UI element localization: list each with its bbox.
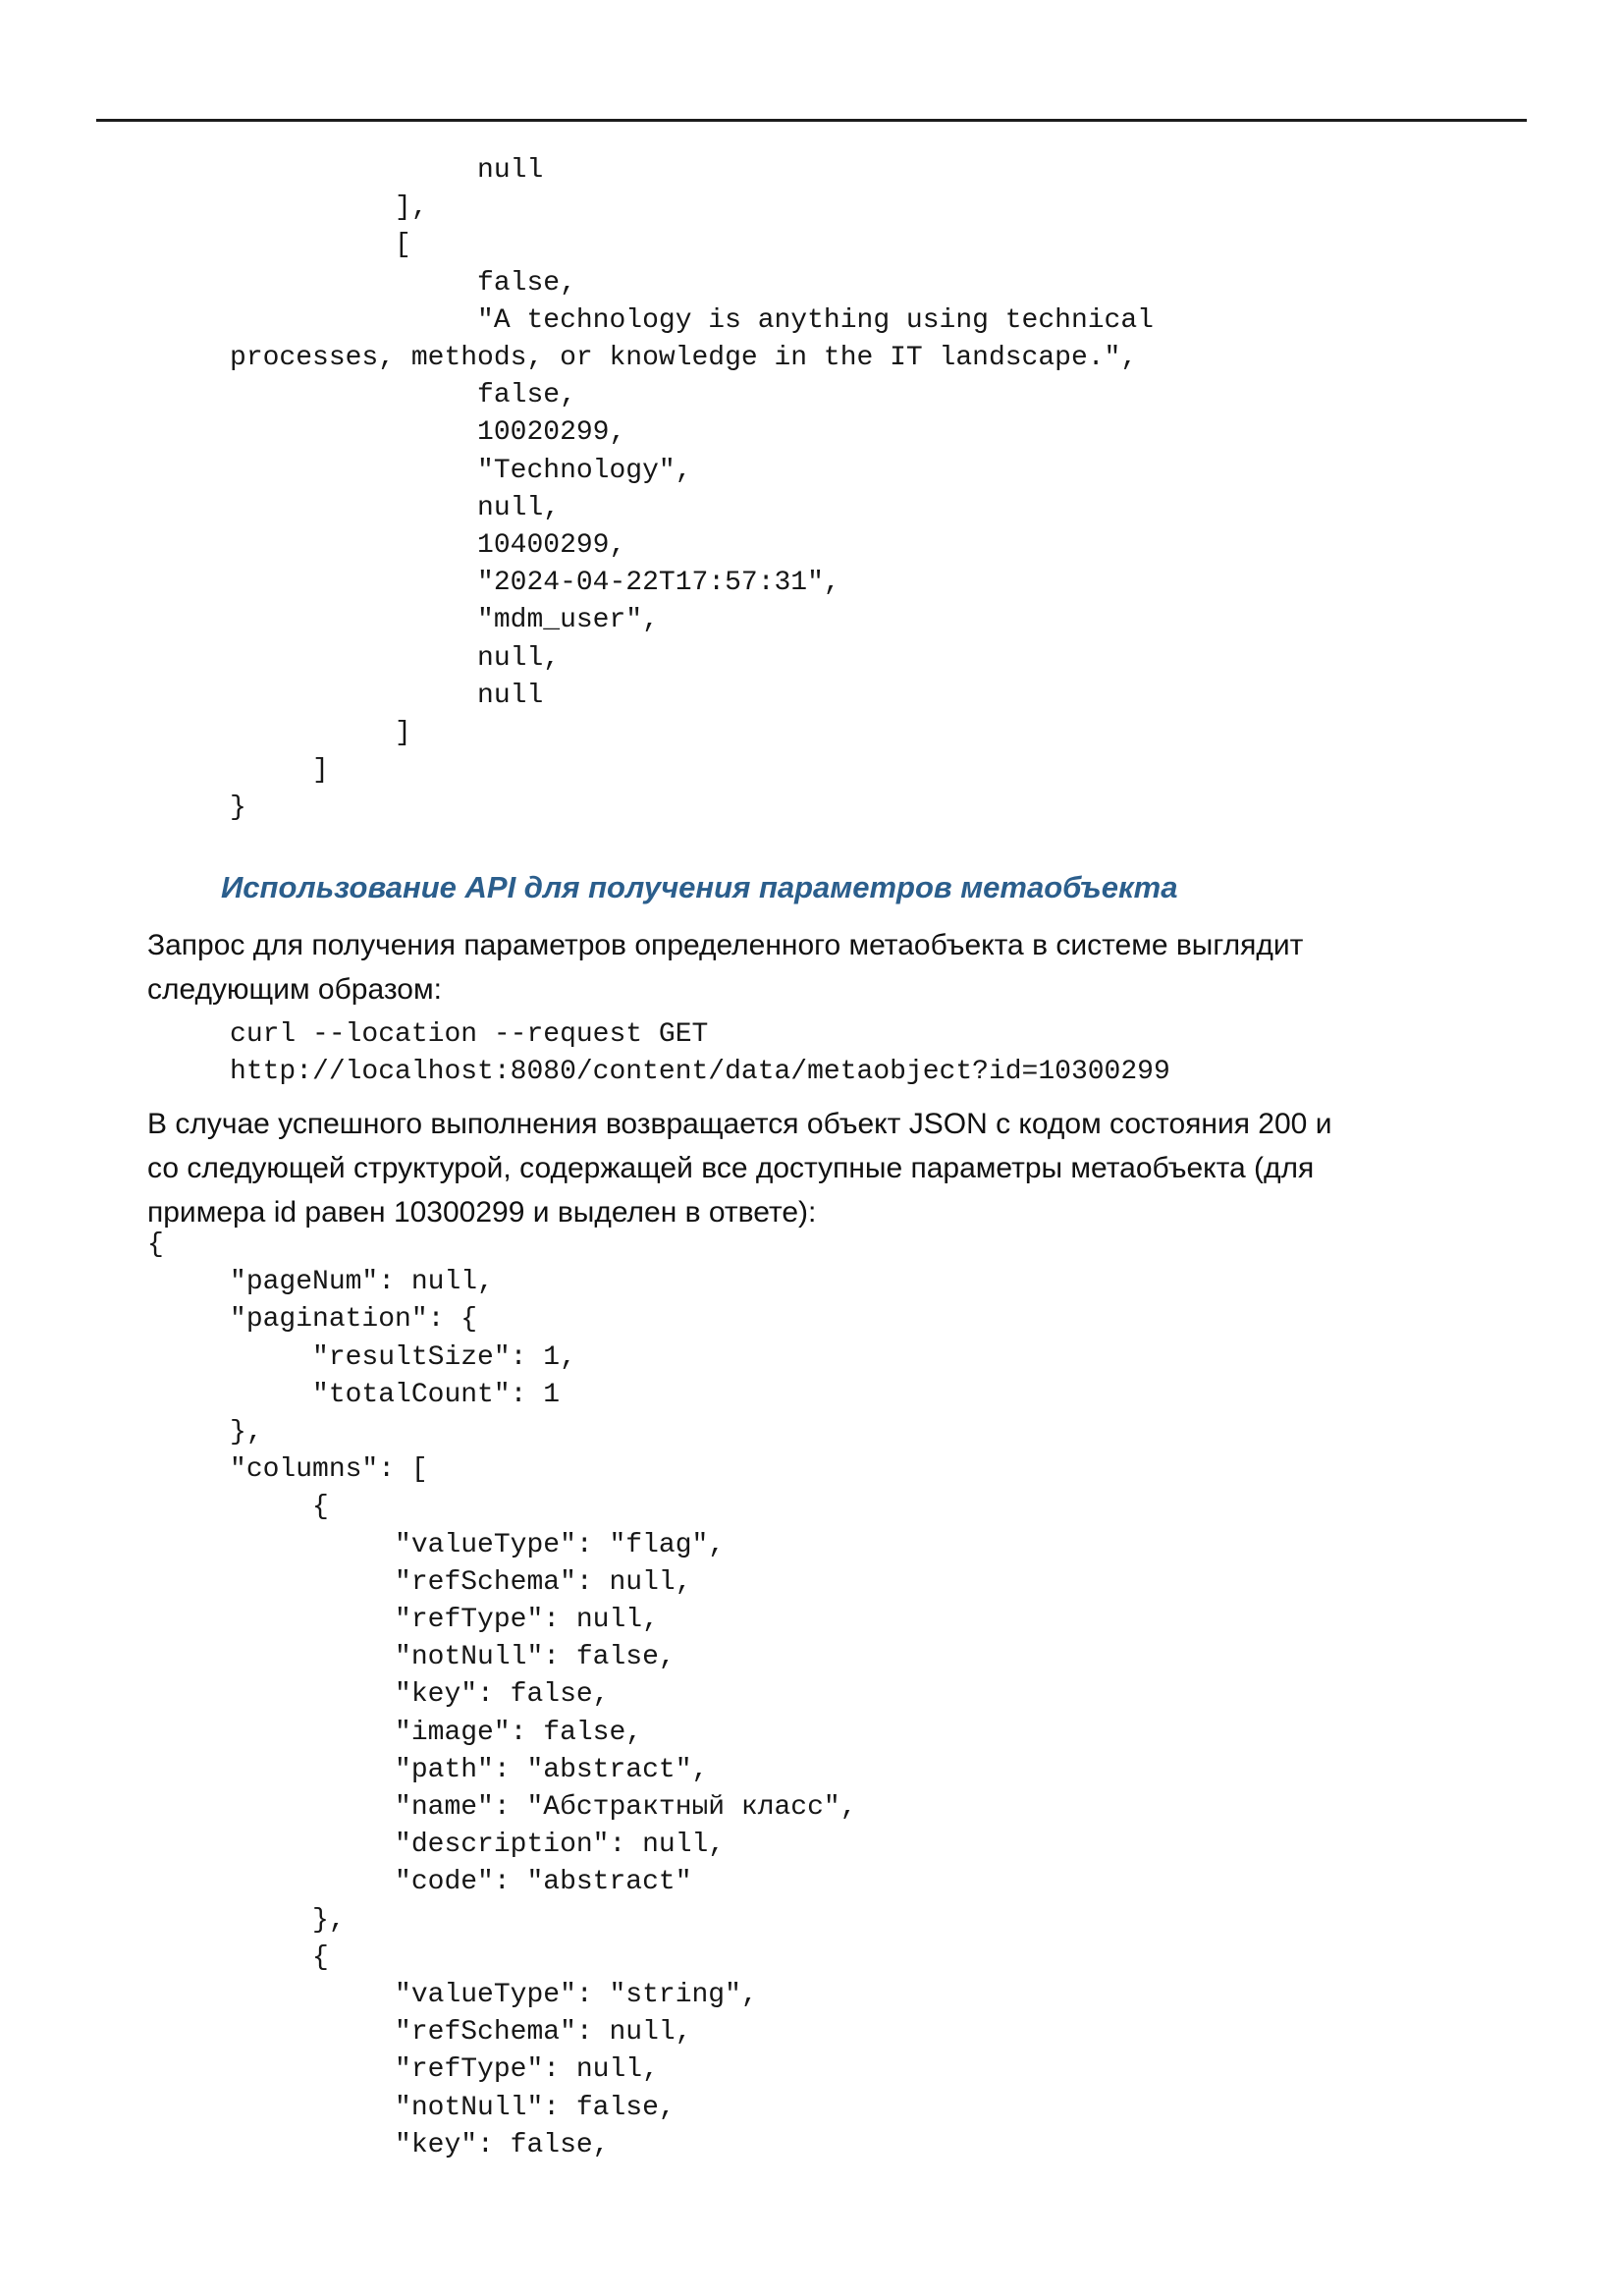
code-line: "totalCount": 1 bbox=[147, 1379, 561, 1410]
code-line: "refSchema": null, bbox=[147, 1566, 692, 1598]
code-line: "code": "abstract" bbox=[147, 1867, 692, 1898]
code-line: null, bbox=[147, 492, 561, 523]
code-line: "key": false, bbox=[147, 2129, 610, 2160]
code-line: null bbox=[147, 155, 544, 186]
json-response-code-block bbox=[147, 1227, 857, 2164]
code-line: "key": false, bbox=[147, 1679, 610, 1711]
code-line: "mdm_user", bbox=[147, 605, 659, 636]
code-line: 10400299, bbox=[147, 530, 626, 562]
code-line: "refType": null, bbox=[147, 2054, 659, 2086]
code-line: ] bbox=[147, 718, 411, 749]
code-line: "notNull": false, bbox=[147, 2092, 676, 2123]
code-line: "Technology", bbox=[147, 455, 692, 486]
code-line: "A technology is anything using technical bbox=[147, 304, 1154, 336]
section-heading: Использование API для получения параметров метаобъекта bbox=[221, 870, 1178, 904]
code-line: "image": false, bbox=[147, 1717, 643, 1748]
response-description-paragraph bbox=[147, 1102, 1331, 1234]
code-line: "resultSize": 1, bbox=[147, 1341, 576, 1373]
code-line: ] bbox=[147, 755, 329, 787]
code-line: "name": "Абстрактный класс", bbox=[147, 1792, 857, 1824]
code-line: 10020299, bbox=[147, 417, 626, 449]
code-line: "notNull": false, bbox=[147, 1642, 676, 1673]
code-line: false, bbox=[147, 267, 576, 299]
code-line: false, bbox=[147, 380, 576, 411]
code-line: "pageNum": null, bbox=[147, 1267, 494, 1298]
code-line: "refType": null, bbox=[147, 1605, 659, 1636]
code-line: "refSchema": null, bbox=[147, 2017, 692, 2049]
curl-request-code-block bbox=[147, 1016, 1170, 1091]
code-line: http://localhost:8080/content/data/metaobject?id=10300299 bbox=[147, 1057, 1170, 1088]
request-description-paragraph bbox=[147, 923, 1303, 1011]
code-line: processes, methods, or knowledge in the IT landscape.", bbox=[147, 343, 1138, 374]
code-line: "valueType": "string", bbox=[147, 1980, 758, 2011]
paragraph-line: примера id равен 10300299 и выделен в ответе): bbox=[147, 1196, 817, 1229]
paragraph-line: со следующей структурой, содержащей все доступные параметры метаобъекта (для bbox=[147, 1152, 1315, 1184]
code-line: "columns": [ bbox=[147, 1454, 428, 1486]
code-line: { bbox=[147, 1941, 329, 1973]
code-line: } bbox=[147, 793, 246, 824]
paragraph-line: В случае успешного выполнения возвращается объект JSON с кодом состояния 200 и bbox=[147, 1108, 1332, 1140]
code-line: { bbox=[147, 1230, 164, 1260]
code-line: "2024-04-22T17:57:31", bbox=[147, 568, 840, 599]
code-line: { bbox=[147, 1492, 329, 1523]
paragraph-line: Запрос для получения параметров определенного метаобъекта в системе выглядит bbox=[147, 929, 1304, 961]
code-line: null bbox=[147, 680, 544, 711]
code-line: "valueType": "flag", bbox=[147, 1529, 726, 1560]
json-code-block-continuation bbox=[147, 152, 1154, 828]
code-line: "pagination": { bbox=[147, 1304, 478, 1336]
code-line: ], bbox=[147, 192, 428, 224]
code-line: }, bbox=[147, 1904, 346, 1936]
code-line: }, bbox=[147, 1417, 263, 1449]
paragraph-line: следующим образом: bbox=[147, 973, 442, 1006]
code-line: "description": null, bbox=[147, 1830, 726, 1861]
code-line: curl --location --request GET bbox=[147, 1019, 709, 1050]
code-line: "path": "abstract", bbox=[147, 1754, 709, 1785]
page-header-rule bbox=[96, 119, 1527, 122]
code-line: [ bbox=[147, 230, 411, 261]
code-line: null, bbox=[147, 642, 561, 674]
